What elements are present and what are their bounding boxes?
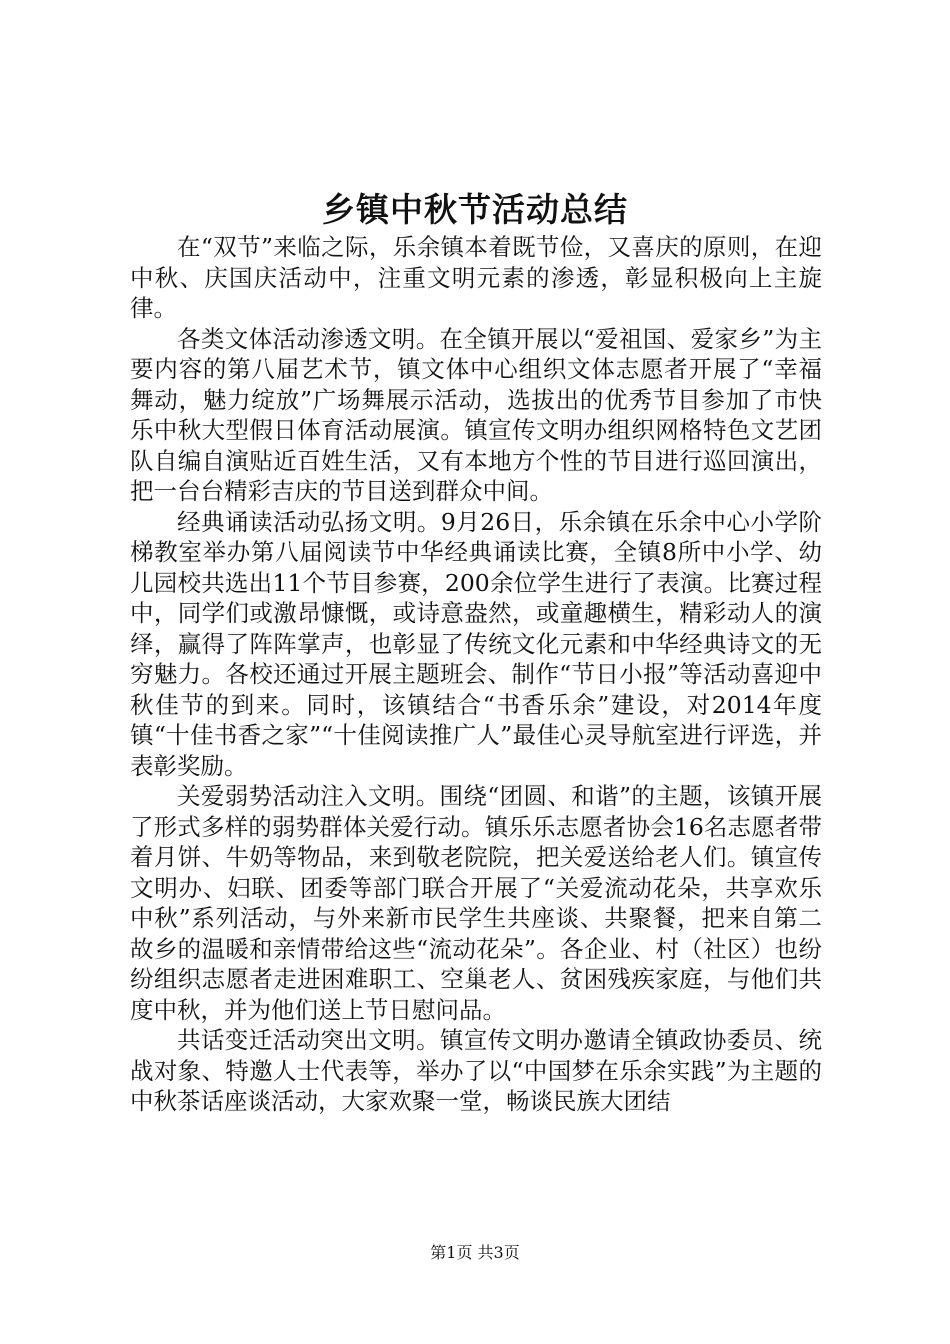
paragraph-arts-activities: 各类文体活动渗透文明。在全镇开展以“爱祖国、爱家乡”为主要内容的第八届艺术节，镇文体中心组织文体志愿者开展了“幸福舞动，魅力绽放”广场舞展示活动，选拔出的优秀节目参加了市快乐中秋大型假日体育活动展演。镇宣传文明办组织网格特色文艺团队自编自演贴近百姓生活，又有本地方个性的节目进行巡回演出，把一台台精彩吉庆的节目送到群众中间。 xyxy=(130,324,822,505)
paragraph-discussion: 共话变迁活动突出文明。镇宣传文明办邀请全镇政协委员、统战对象、特邀人士代表等，举办了以“中国梦在乐余实践”为主题的中秋茶话座谈活动，大家欢聚一堂，畅谈民族大团结 xyxy=(130,1026,822,1115)
paragraph-classic-reading: 经典诵读活动弘扬文明。9月26日，乐余镇在乐余中心小学阶梯教室举办第八届阅读节中华经典诵读比赛，全镇8所中小学、幼儿园校共选出11个节目参赛，200余位学生进行了表演。比赛过程中，同学们或激昂慷慨，或诗意盎然，或童趣横生，精彩动人的演绎，赢得了阵阵掌声，也彰显了传统文化元素和中华经典诗文的无穷魅力。各校还通过开展主题班会、制作“节日小报”等活动喜迎中秋佳节的到来。同时，该镇结合“书香乐余”建设，对2014年度镇“十佳书香之家”“十佳阅读推广人”最佳心灵导航室进行评选，并表彰奖励。 xyxy=(130,507,822,780)
paragraph-care-vulnerable: 关爱弱势活动注入文明。围绕“团圆、和谐”的主题，该镇开展了形式多样的弱势群体关爱行动。镇乐乐志愿者协会16名志愿者带着月饼、牛奶等物品，来到敬老院院，把关爱送给老人们。镇宣传文明办、妇联、团委等部门联合开展了“关爱流动花朵，共享欢乐中秋”系列活动，与外来新市民学生共座谈、共聚餐，把来自第二故乡的温暖和亲情带给这些“流动花朵”。各企业、村（社区）也纷纷组织志愿者走进困难职工、空巢老人、贫困残疾家庭，与他们共度中秋，并为他们送上节日慰问品。 xyxy=(130,782,822,1024)
page-number-footer: 第1页 共3页 xyxy=(430,1243,520,1262)
document-body xyxy=(130,232,822,1117)
paragraph-intro: 在“双节”来临之际，乐余镇本着既节俭，又喜庆的原则，在迎中秋、庆国庆活动中，注重文明元素的渗透，彰显积极向上主旋律。 xyxy=(130,233,822,322)
document-title: 乡镇中秋节活动总结 xyxy=(322,190,628,229)
